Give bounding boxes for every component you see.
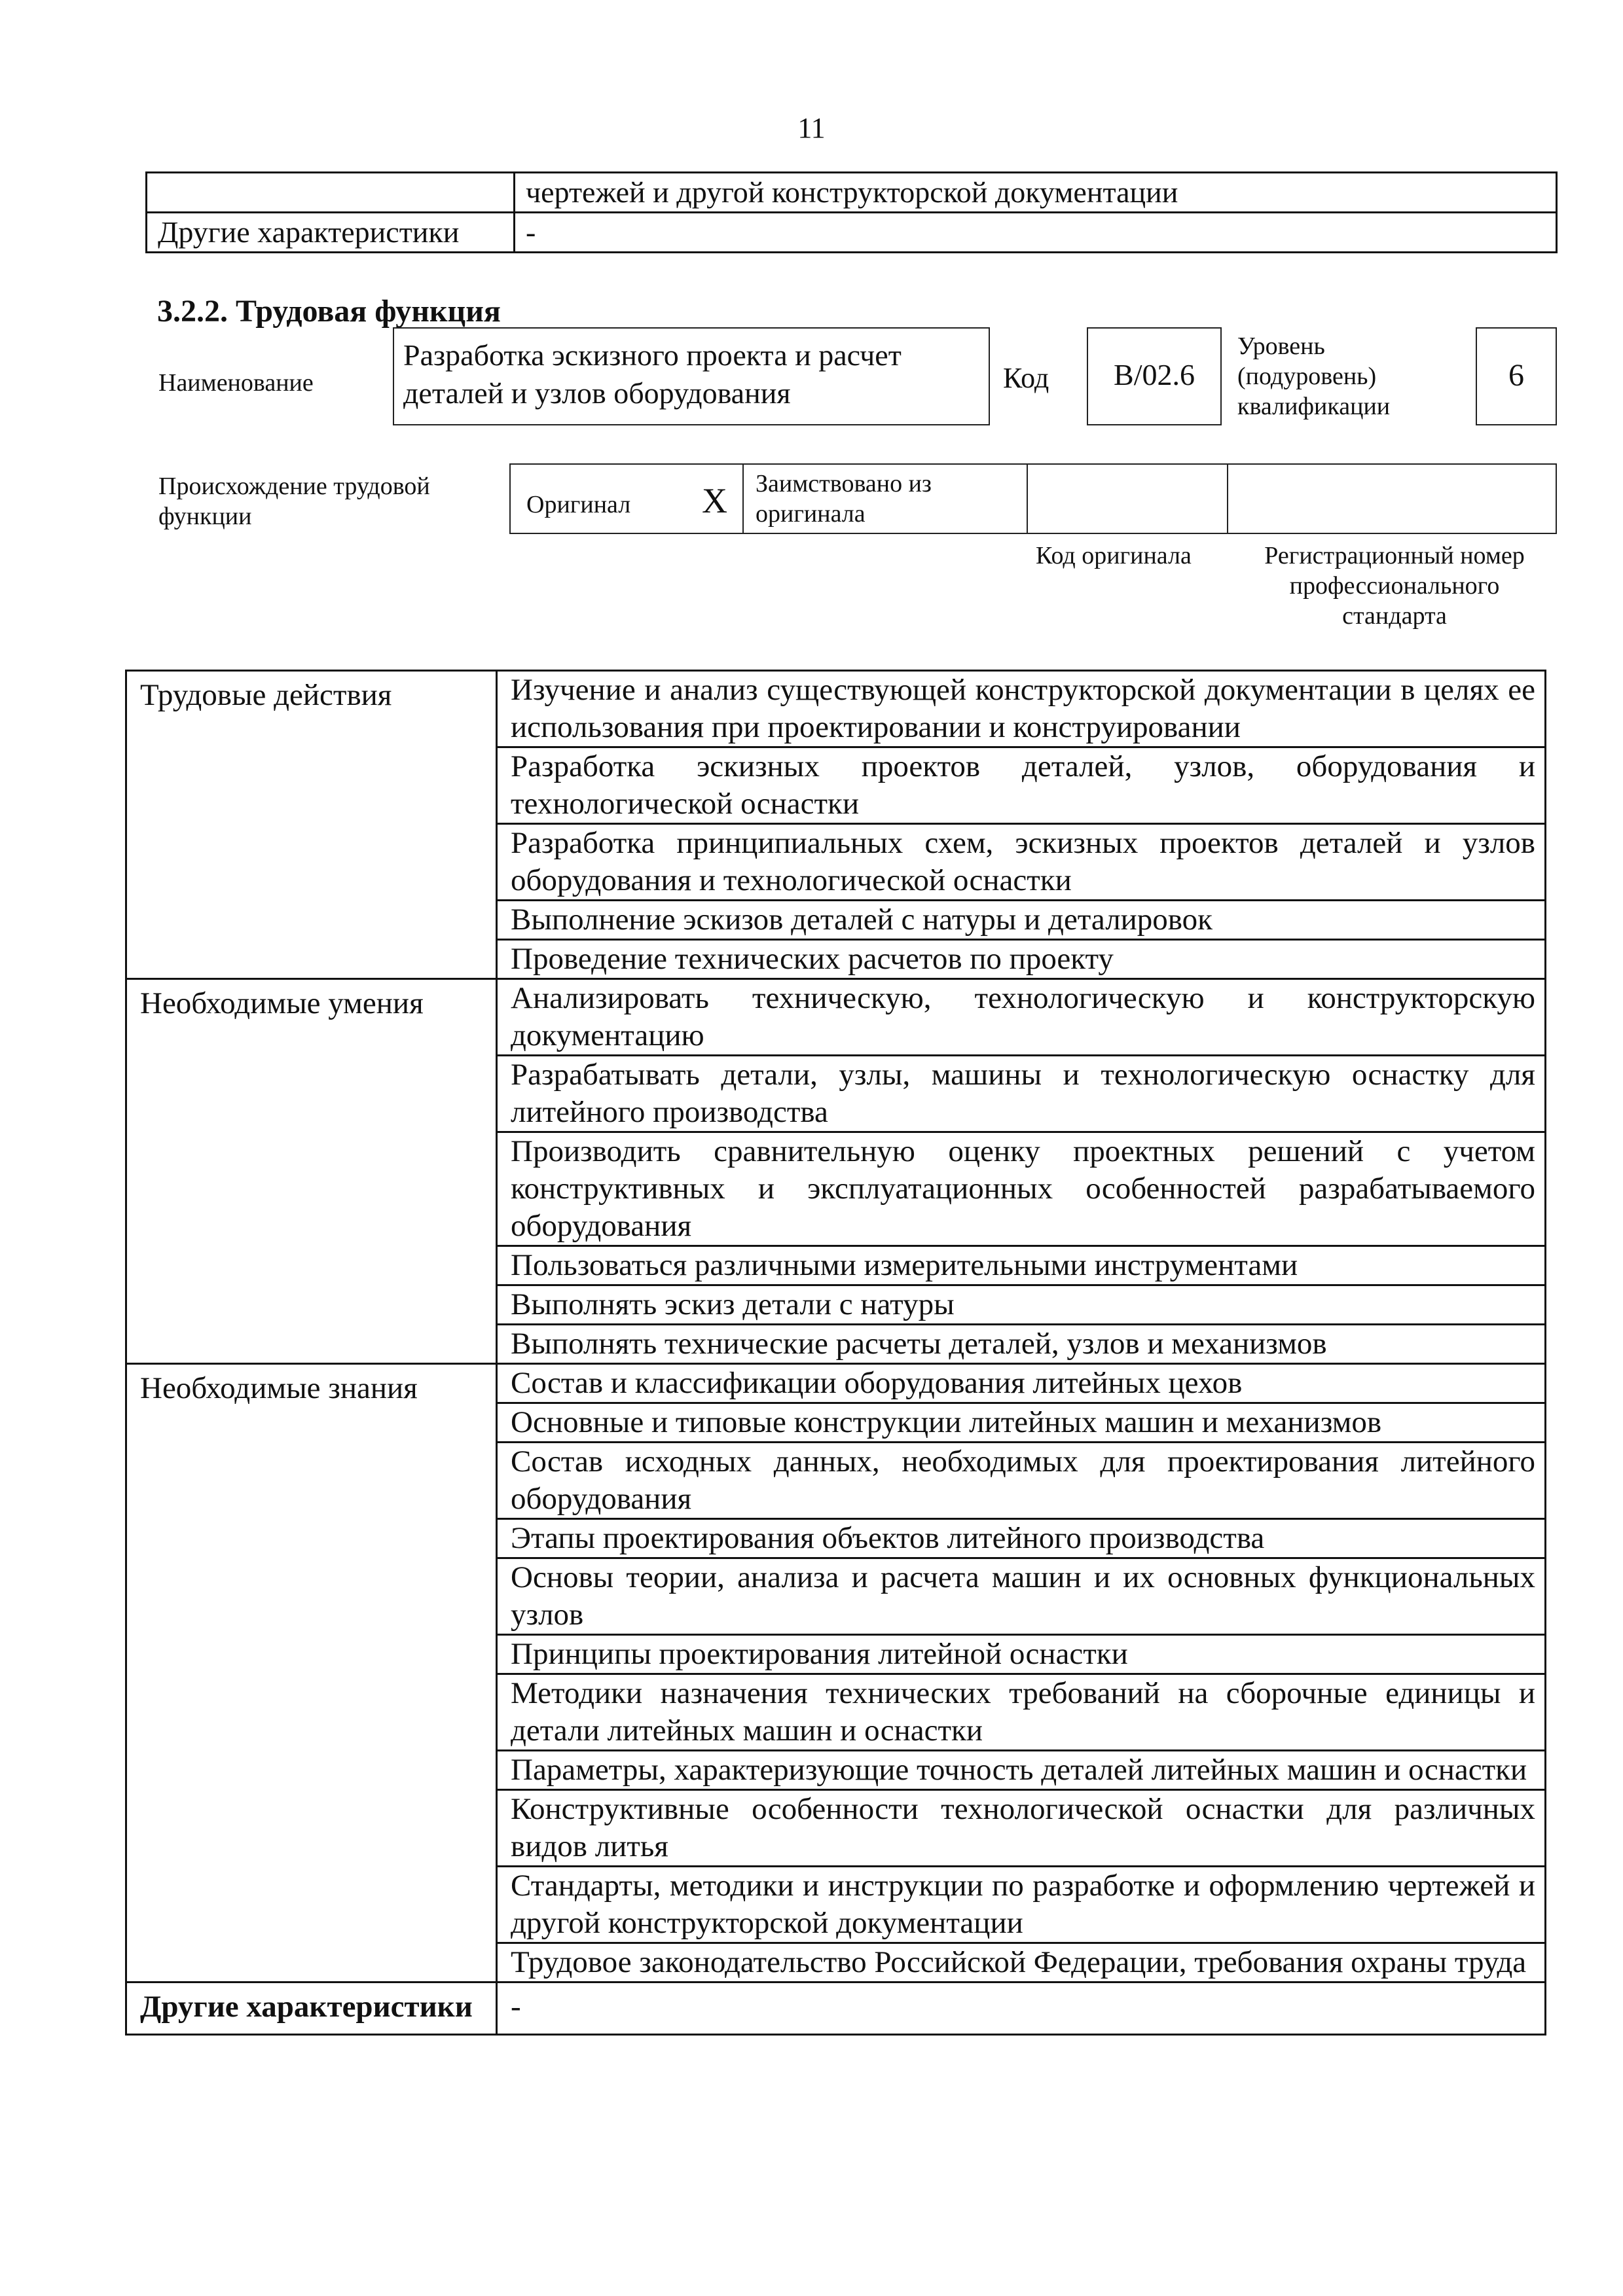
other-characteristics-label: Другие характеристики [126, 1982, 497, 2035]
knowledge-cell: Основы теории, анализа и расчета машин и их основных функциональных узлов [497, 1558, 1546, 1635]
knowledge-cell: Трудовое законодательство Российской Федерации, требования охраны труда [497, 1943, 1546, 1982]
name-value-box [393, 327, 990, 425]
other-characteristics-label: Другие характеристики [147, 213, 515, 253]
knowledge-cell: Стандарты, методики и инструкции по разработке и оформлению чертежей и другой конструкторской документации [497, 1867, 1546, 1943]
level-label-line3: квалификации [1237, 393, 1391, 420]
code-value-box [1087, 327, 1222, 425]
level-label [1237, 331, 1390, 422]
skill-cell: Выполнять эскиз детали с натуры [497, 1285, 1546, 1325]
level-label-line2: (подуровень) [1237, 363, 1377, 390]
knowledge-cell: Состав исходных данных, необходимых для проектирования литейного оборудования [497, 1443, 1546, 1519]
borrowed-label-line2: оригинала [756, 500, 866, 528]
original-mark: X [702, 481, 727, 520]
other-characteristics-value: - [497, 1982, 1546, 2035]
labor-actions-label: Трудовые действия [126, 671, 497, 979]
other-characteristics-value: - [515, 213, 1557, 253]
reg-caption-line2: профессионального [1289, 572, 1500, 600]
continuation-table [145, 171, 1558, 253]
origin-label-line1: Происхождение трудовой [158, 473, 430, 500]
skill-cell: Производить сравнительную оценку проектных решений с учетом конструктивных и эксплуатационных особенностей разрабатываемого оборудования [497, 1132, 1546, 1246]
knowledge-cell: Параметры, характеризующие точность деталей литейных машин и оснастки [497, 1751, 1546, 1790]
knowledge-cell: Состав и классификации оборудования литейных цехов [497, 1364, 1546, 1403]
reg-caption-line1: Регистрационный номер [1264, 542, 1525, 569]
knowledge-label: Необходимые знания [126, 1364, 497, 1982]
skill-cell: Анализировать техническую, технологическую и конструкторскую документацию [497, 979, 1546, 1056]
reg-caption-line3: стандарта [1342, 602, 1447, 630]
origin-table [509, 463, 1557, 534]
skills-label: Необходимые умения [126, 979, 497, 1364]
labor-function-table [125, 670, 1546, 2036]
level-value: 6 [1508, 358, 1524, 393]
reg-number-caption [1231, 541, 1558, 631]
knowledge-cell: Методики назначения технических требований на сборочные единицы и детали литейных машин и оснастки [497, 1674, 1546, 1751]
continuation-value-cell: чертежей и другой конструкторской документации [515, 173, 1557, 213]
origin-label-line2: функции [158, 503, 252, 530]
origin-label [158, 471, 430, 531]
origin-divider-3 [1227, 465, 1228, 533]
original-label: Оригинал [526, 491, 631, 518]
labor-action-cell: Разработка эскизных проектов деталей, узлов, оборудования и технологической оснастки [497, 747, 1546, 824]
labor-action-cell: Разработка принципиальных схем, эскизных проектов деталей и узлов оборудования и технологической оснастки [497, 824, 1546, 901]
section-title: 3.2.2. Трудовая функция [157, 294, 501, 329]
knowledge-cell: Принципы проектирования литейной оснастки [497, 1635, 1546, 1674]
origin-divider-1 [742, 465, 744, 533]
knowledge-cell: Основные и типовые конструкции литейных машин и механизмов [497, 1403, 1546, 1443]
name-label: Наименование [158, 369, 314, 397]
borrowed-label-line1: Заимствовано из [756, 470, 932, 497]
knowledge-cell: Этапы проектирования объектов литейного производства [497, 1519, 1546, 1558]
knowledge-cell: Конструктивные особенности технологической оснастки для различных видов литья [497, 1790, 1546, 1867]
code-label: Код [1003, 362, 1049, 394]
borrowed-label [756, 469, 932, 529]
labor-action-cell: Изучение и анализ существующей конструкторской документации в целях ее использования при проектировании и конструировании [497, 671, 1546, 747]
labor-action-cell: Выполнение эскизов деталей с натуры и деталировок [497, 901, 1546, 940]
name-value: Разработка эскизного проекта и расчет деталей и узлов оборудования [403, 338, 902, 410]
page-number: 11 [797, 112, 826, 144]
continuation-empty-cell [147, 173, 515, 213]
code-original-caption: Код оригинала [1036, 542, 1192, 569]
origin-divider-2 [1027, 465, 1028, 533]
labor-action-cell: Проведение технических расчетов по проекту [497, 940, 1546, 979]
level-value-box [1476, 327, 1557, 425]
skill-cell: Пользоваться различными измерительными инструментами [497, 1246, 1546, 1285]
level-label-line1: Уровень [1237, 332, 1325, 360]
code-value: B/02.6 [1114, 358, 1195, 391]
skill-cell: Разрабатывать детали, узлы, машины и технологическую оснастку для литейного производства [497, 1056, 1546, 1132]
skill-cell: Выполнять технические расчеты деталей, узлов и механизмов [497, 1325, 1546, 1364]
